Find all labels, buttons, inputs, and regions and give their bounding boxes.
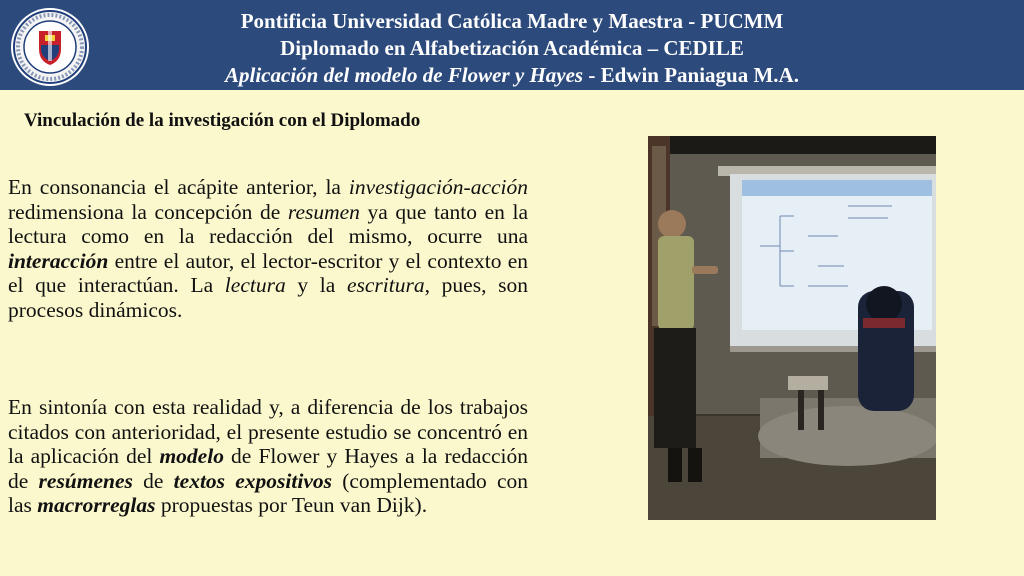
p2-term-macrorreglas: macrorreglas [37, 493, 156, 517]
header-institution: Pontificia Universidad Católica Madre y Maestra - PUCMM [240, 9, 784, 33]
p2-text: En sintonía con esta realidad y, a diferencia de los trabajos citados con anterioridad, el presente estudio se concentró en la aplicación del [8, 395, 528, 468]
header-title-italic: Aplicación del modelo de Flower y Hayes [225, 63, 584, 87]
paragraph-two [8, 395, 528, 518]
classroom-photo-illustration [648, 136, 936, 520]
p1-text: redimensiona la concepción de [8, 199, 288, 224]
p1-text: ya que tanto en la lectura como en la redacción del mismo, ocurre una [8, 199, 528, 248]
p1-text: En consonancia el acápite anterior, la [8, 175, 349, 199]
p1-text: , pues, son procesos dinámicos. [8, 273, 528, 322]
p2-text: de Flower y Hayes a la redacción de [8, 444, 529, 493]
p1-term-lectura: lectura [224, 273, 286, 297]
university-seal-icon [10, 7, 90, 87]
p2-text: de [132, 468, 174, 493]
p2-term-modelo: modelo [159, 444, 224, 468]
p1-term-interaccion: interacción [8, 248, 109, 273]
p1-term-escritura: escritura [346, 273, 425, 297]
paragraph-one [8, 175, 528, 322]
p2-text: (complementado con las [8, 468, 528, 517]
header-banner [0, 0, 1024, 90]
slide-subtitle: Vinculación de la investigación con el Diplomado [24, 110, 421, 131]
header-program: Diplomado en Alfabetización Académica – CEDILE [280, 36, 744, 60]
p2-term-resumenes: resúmenes [38, 468, 133, 493]
classroom-photo [648, 136, 936, 520]
header-presentation-title [0, 62, 1024, 89]
p1-term-resumen: resumen [287, 199, 360, 224]
p1-text: entre el autor, el lector-escritor y el contexto en el que interactúan. La [8, 248, 528, 297]
header-author: - Edwin Paniagua M.A. [583, 63, 799, 87]
p1-term-investigacion-accion: investigación-acción [348, 175, 528, 199]
p1-text: y la [285, 273, 347, 297]
p2-text: propuestas por Teun van Dijk). [155, 493, 428, 517]
p2-term-textos-expositivos: textos expositivos [173, 468, 332, 493]
